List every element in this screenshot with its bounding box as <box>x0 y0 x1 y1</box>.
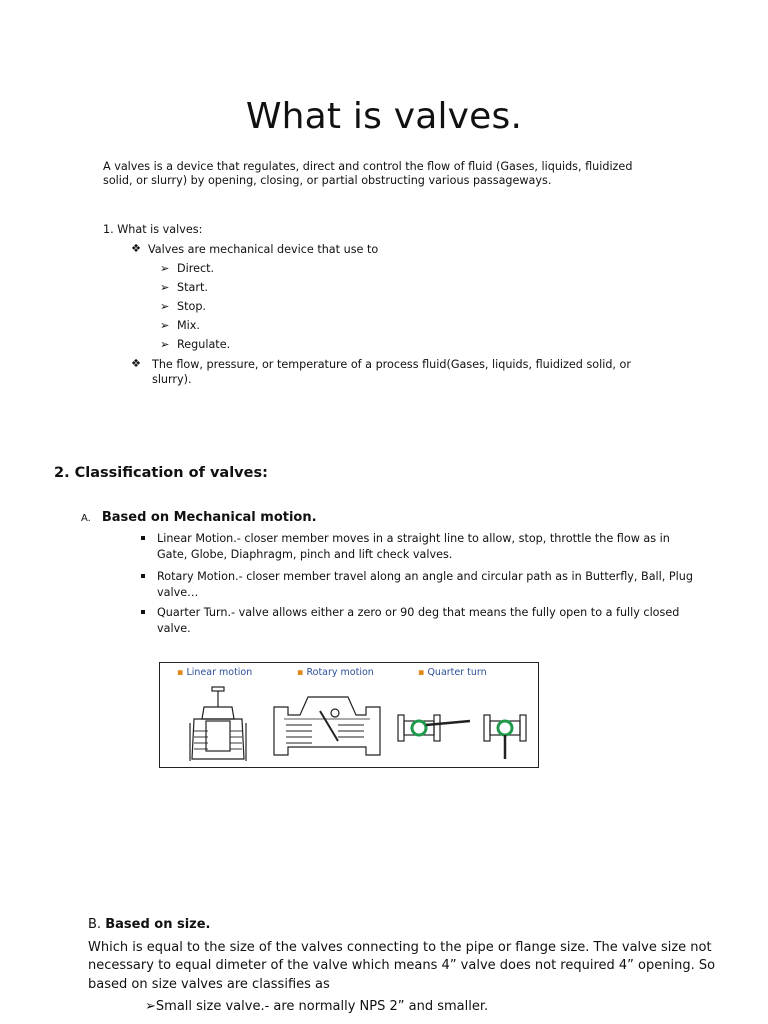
valve-drawings <box>160 663 538 767</box>
section1-point2-line1: The flow, pressure, or temperature of a process fluid(Gases, liquids, fluidized solid, or <box>152 358 631 371</box>
figure-label-linear: ▪ Linear motion <box>177 667 253 678</box>
arrow-bullet-icon: ➢ <box>160 319 170 332</box>
sub-item-mix: Mix. <box>177 319 200 332</box>
subsection-a-title: Based on Mechanical motion. <box>101 510 317 525</box>
motion-item-rotary-line2: valve… <box>157 586 199 599</box>
subsection-a-label: A. <box>81 513 91 524</box>
arrow-bullet-icon: ➢ <box>160 338 170 351</box>
section1-heading: 1. What is valves: <box>103 223 203 236</box>
square-bullet-icon <box>141 610 145 614</box>
subsection-b-body: Which is equal to the size of the valves connecting to the pipe or flange size. The valve size not necessary to equal dimeter of the valve which means 4” valve does not required 4” opening. So based on size valves are classifies as <box>88 940 716 992</box>
rotary-valve-drawing <box>274 697 380 755</box>
arrow-bullet-icon: ➢ <box>160 281 170 294</box>
size-item-small-text: Small size valve.- are normally NPS 2” and smaller. <box>155 999 489 1014</box>
section1-point1: Valves are mechanical device that use to <box>148 243 379 256</box>
arrow-bullet-icon: ➢ <box>160 300 170 313</box>
motion-item-quarter-turn-line2: valve. <box>157 622 191 635</box>
subsection-b-title: Based on size. <box>105 917 211 932</box>
motion-item-quarter-turn-line1: Quarter Turn.- valve allows either a zero or 90 deg that means the fully open to a fully closed <box>157 606 680 619</box>
subsection-b-label: B. <box>88 917 102 932</box>
motion-item-rotary <box>157 569 702 601</box>
page-title: What is valves. <box>245 96 523 137</box>
motion-item-linear-line2: Gate, Globe, Diaphragm, pinch and lift check valves. <box>157 548 453 561</box>
sub-item-regulate: Regulate. <box>177 338 231 351</box>
figure-label-rotary: ▪ Rotary motion <box>297 667 374 678</box>
motion-item-rotary-line1: Rotary Motion.- closer member travel along an angle and circular path as in Butterfly, Ball, Plug <box>157 570 693 583</box>
motion-item-linear <box>157 531 702 563</box>
figure-label-quarter: ▪ Quarter turn <box>418 667 487 678</box>
arrow-bullet-icon: ➢ <box>145 999 156 1014</box>
gate-valve-drawing <box>190 687 246 761</box>
subsection-b-heading <box>88 917 211 932</box>
quarter-turn-valve-open <box>398 715 470 741</box>
intro-paragraph: A valves is a device that regulates, direct and control the flow of fluid (Gases, liquids, fluidized solid, or slurry) by opening, closing, or partial obstructing various passageways. <box>103 160 633 187</box>
sub-item-start: Start. <box>177 281 208 294</box>
motion-item-quarter-turn <box>157 605 702 637</box>
diamond-bullet-icon: ❖ <box>131 242 142 255</box>
sub-item-stop: Stop. <box>177 300 206 313</box>
square-bullet-icon <box>141 574 145 578</box>
arrow-bullet-icon: ➢ <box>160 262 170 275</box>
size-item-small <box>145 999 488 1014</box>
section2-heading: 2. Classification of valves: <box>54 465 268 481</box>
diamond-bullet-icon: ❖ <box>131 357 142 370</box>
square-bullet-icon <box>141 536 145 540</box>
subsection-a-heading <box>81 510 317 525</box>
motion-item-linear-line1: Linear Motion.- closer member moves in a straight line to allow, stop, throttle the flow as in <box>157 532 670 545</box>
quarter-turn-valve-closed <box>484 715 526 759</box>
valve-motion-figure <box>159 662 539 768</box>
section1-point2-line2: slurry). <box>152 373 192 386</box>
sub-item-direct: Direct. <box>177 262 215 275</box>
